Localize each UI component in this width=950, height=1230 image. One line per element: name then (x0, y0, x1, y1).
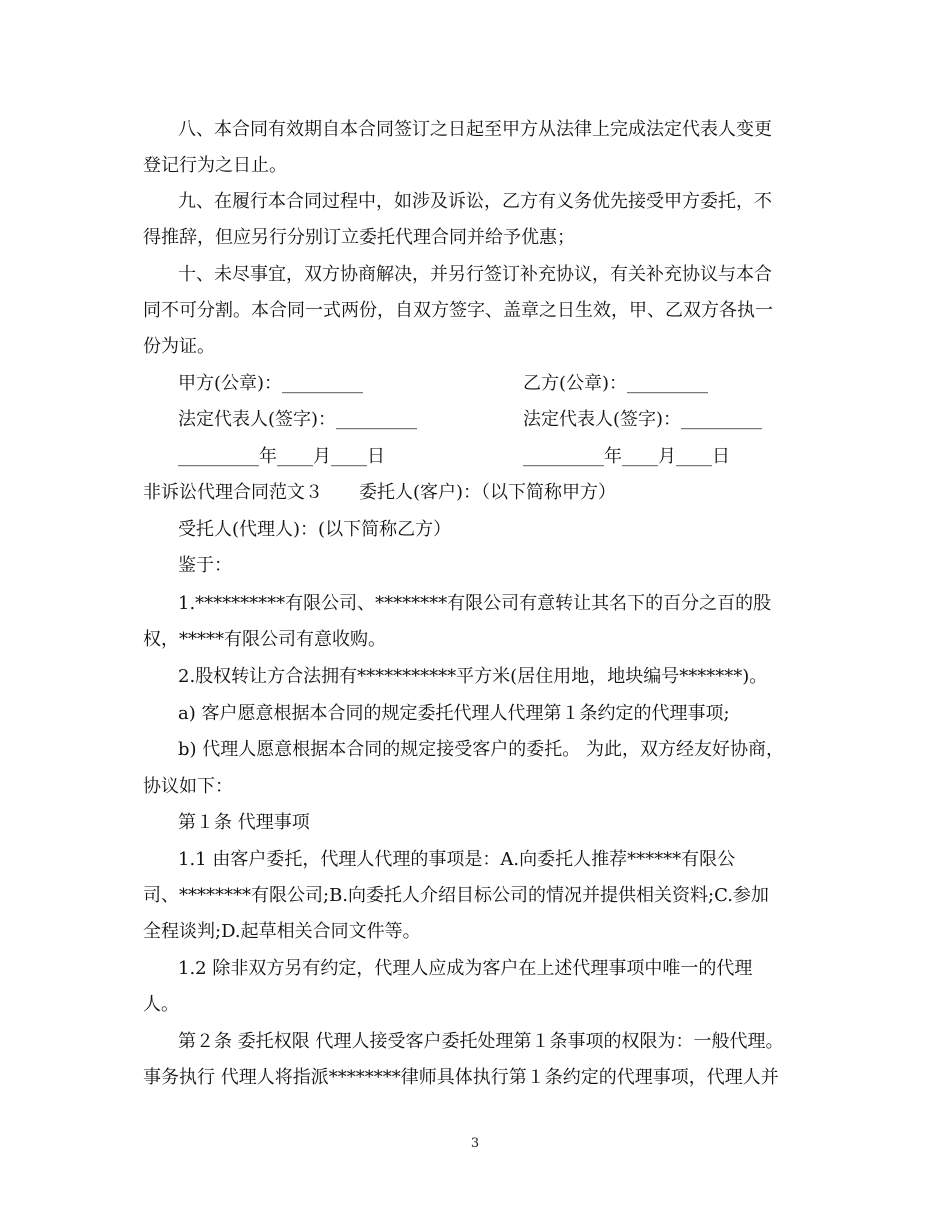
contract-heading: 非诉讼代理合同范文３ 委托人(客户)：（以下简称甲方） (143, 482, 617, 503)
party-b-seal: 乙方(公章)：_________ (523, 373, 709, 394)
party-a-seal: 甲方(公章)：_________ (178, 373, 364, 394)
article-1-2-line-1: 1.2 除非双方另有约定，代理人应成为客户在上述代理事项中唯一的代理 (178, 958, 753, 979)
article-1-1-line-2: 司、********有限公司;B.向委托人介绍目标公司的情况并提供相关资料;C.参加 (143, 885, 769, 906)
paragraph-9-line-2: 得推辞，但应另行分别订立委托代理合同并给予优惠； (143, 227, 575, 248)
article-1-1-line-1: 1.1 由客户委托，代理人代理的事项是：A.向委托人推荐******有限公 (178, 849, 736, 870)
whereas-2: 2.股权转让方合法拥有***********平方米(居住用地，地块编号*******)。 (178, 666, 768, 687)
paragraph-10-line-1: 十、未尽事宜，双方协商解决，并另行签订补充协议，有关补充协议与本合 (178, 264, 772, 285)
party-a-representative: 法定代表人(签字)：_________ (178, 409, 418, 430)
paragraph-10-line-2: 同不可分割。本合同一式两份，自双方签字、盖章之日生效，甲、乙双方各执一 (143, 300, 773, 321)
trustee-line: 受托人(代理人)：(以下简称乙方） (178, 519, 452, 540)
article-2-line-1: 第２条 委托权限 代理人接受客户委托处理第１条事项的权限为：一般代理。 (178, 1031, 784, 1052)
article-2-line-2: 事务执行 代理人将指派********律师具体执行第１条约定的代理事项，代理人并 (143, 1067, 779, 1088)
whereas-1-line-1: 1.**********有限公司、********有限公司有意转让其名下的百分之百的股 (178, 593, 772, 614)
whereas-1-line-2: 权，*****有限公司有意收购。 (143, 629, 386, 650)
party-b-date: _________年____月____日 (523, 446, 730, 467)
article-1-2-line-2: 人。 (143, 994, 179, 1015)
clause-b-line-2: 协议如下： (143, 776, 233, 797)
whereas-label: 鉴于： (178, 555, 232, 576)
article-1-1-line-3: 全程谈判;D.起草相关合同文件等。 (143, 921, 421, 942)
clause-b-line-1: b) 代理人愿意根据本合同的规定接受客户的委托。 为此，双方经友好协商， (178, 739, 784, 760)
paragraph-9-line-1: 九、在履行本合同过程中，如涉及诉讼，乙方有义务优先接受甲方委托，不 (178, 191, 772, 212)
paragraph-8-line-2: 登记行为之日止。 (143, 155, 287, 176)
article-1-heading: 第１条 代理事项 (178, 812, 310, 833)
paragraph-8-line-1: 八、本合同有效期自本合同签订之日起至甲方从法律上完成法定代表人变更 (178, 119, 772, 140)
party-b-representative: 法定代表人(签字)：_________ (523, 409, 763, 430)
paragraph-10-line-3: 份为证。 (143, 336, 215, 357)
page-number: 3 (470, 1136, 480, 1151)
party-a-date: _________年____月____日 (178, 446, 385, 467)
clause-a: a) 客户愿意根据本合同的规定委托代理人代理第１条约定的代理事项; (178, 703, 730, 724)
